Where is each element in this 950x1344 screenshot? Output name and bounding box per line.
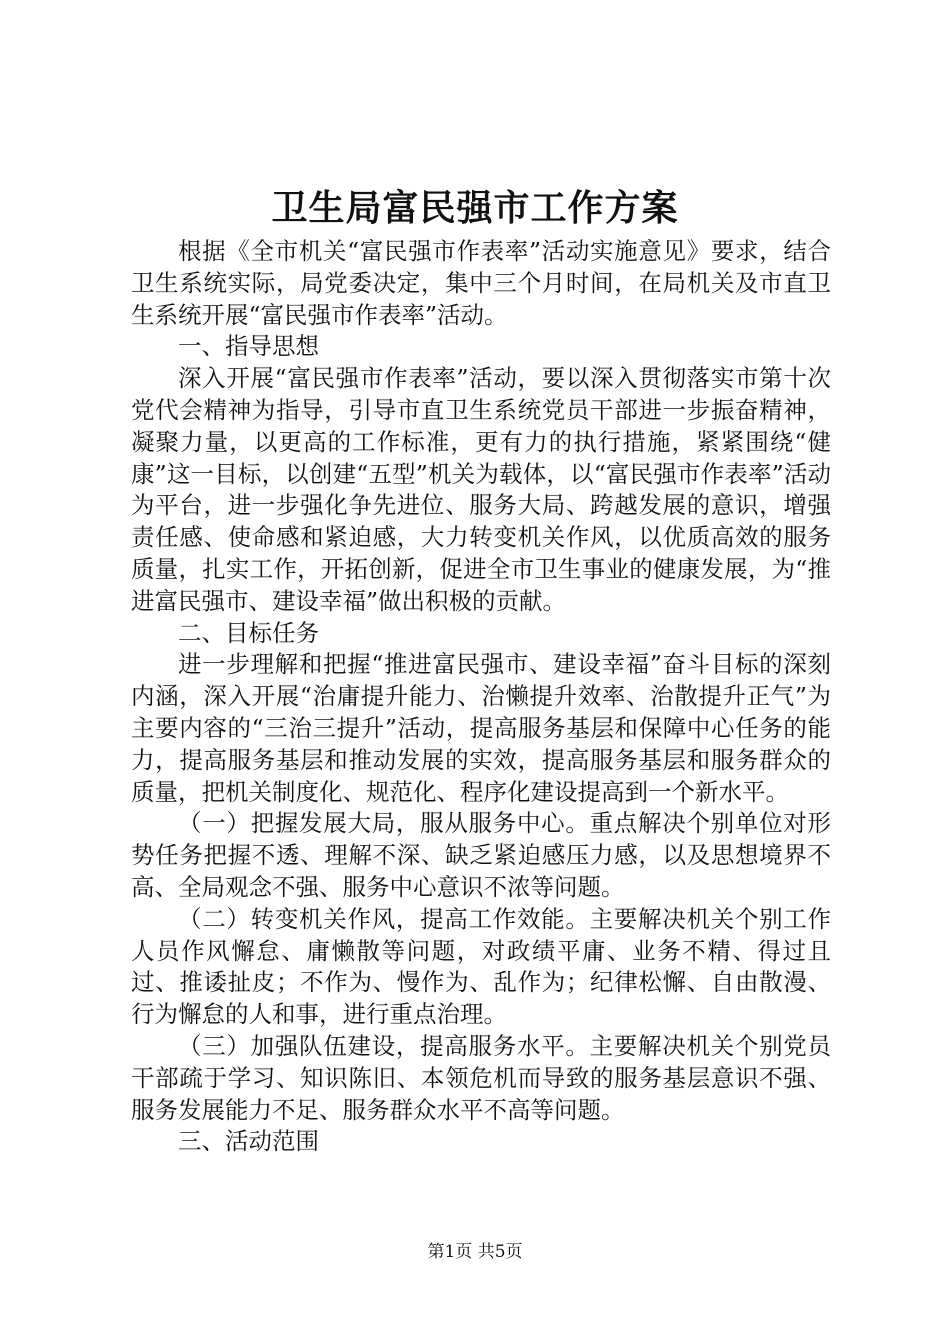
objective-item-3: （三）加强队伍建设，提高服务水平。主要解决机关个别党员干部疏于学习、知识陈旧、本领危机而导致的服务基层意识不强、服务发展能力不足、服务群众水平不高等问题。 (131, 1031, 831, 1124)
intro-paragraph: 根据《全市机关“富民强市作表率”活动实施意见》要求，结合卫生系统实际，局党委决定，集中三个月时间，在局机关及市直卫生系统开展“富民强市作表率”活动。 (131, 237, 831, 329)
document-body (131, 236, 831, 1158)
page-footer: 第1页 共5页 (427, 1242, 523, 1262)
objective-item-2: （二）转变机关作风，提高工作效能。主要解决机关个别工作人员作风懈怠、庸懒散等问题，对政绩平庸、业务不精、得过且过、推诿扯皮；不作为、慢作为、乱作为；纪律松懈、自由散漫、行为懈怠的人和事，进行重点治理。 (131, 904, 831, 1029)
section-heading-guiding-ideology: 一、指导思想 (178, 332, 319, 361)
section-heading-objectives: 二、目标任务 (178, 618, 319, 647)
objective-item-1: （一）把握发展大局，服从服务中心。重点解决个别单位对形势任务把握不透、理解不深、缺乏紧迫感压力感，以及思想境界不高、全局观念不强、服务中心意识不浓等问题。 (131, 809, 831, 901)
document-title: 卫生局富民强市工作方案 (271, 187, 679, 229)
section-heading-scope: 三、活动范围 (178, 1127, 319, 1156)
guiding-ideology-paragraph: 深入开展“富民强市作表率”活动，要以深入贯彻落实市第十次党代会精神为指导，引导市直卫生系统党员干部进一步振奋精神，凝聚力量，以更高的工作标准，更有力的执行措施，紧紧围绕“健康”这一目标，以创建“五型”机关为载体，以“富民强市作表率”活动为平台，进一步强化争先进位、服务大局、跨越发展的意识，增强责任感、使命感和紧迫感，大力转变机关作风，以优质高效的服务质量，扎实工作，开拓创新，促进全市卫生事业的健康发展，为“推进富民强市、建设幸福”做出积极的贡献。 (131, 364, 831, 615)
objectives-paragraph: 进一步理解和把握“推进富民强市、建设幸福”奋斗目标的深刻内涵，深入开展“治庸提升能力、治懒提升效率、治散提升正气”为主要内容的“三治三提升”活动，提高服务基层和保障中心任务的能力，提高服务基层和推动发展的实效，提高服务基层和服务群众的质量，把机关制度化、规范化、程序化建设提高到一个新水平。 (131, 650, 831, 806)
